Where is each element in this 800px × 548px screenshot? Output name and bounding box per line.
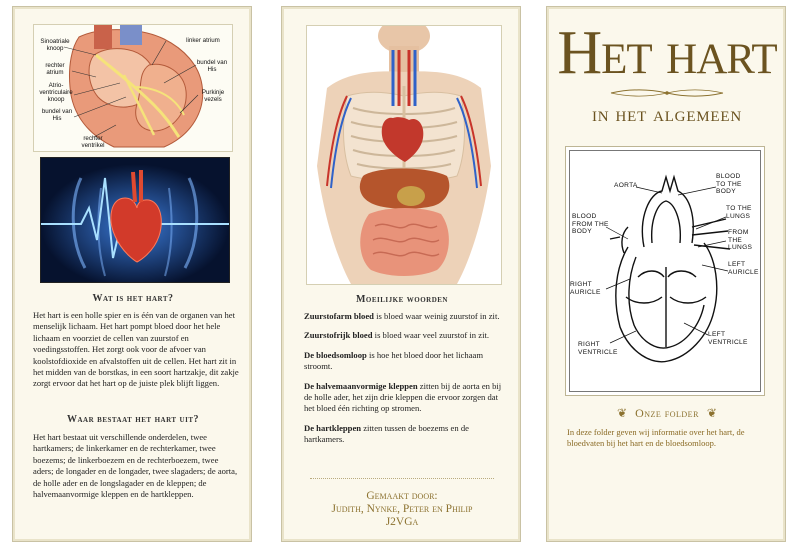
panel-middle — [281, 6, 521, 542]
credits-divider — [310, 478, 494, 479]
heart-sketch-diagram — [565, 146, 765, 396]
label-purkinje-vezels: Purkinje vezels — [201, 89, 225, 103]
label-right-auricle: RIGHT AURICLE — [570, 281, 601, 296]
panel-cover — [546, 6, 786, 542]
label-bundel-van-his-right: bundel van His — [196, 59, 228, 73]
credits-class: J2VGa — [385, 516, 419, 528]
glossary-term: De halvemaanvormige kleppen — [304, 380, 418, 391]
heart-pulse-image — [40, 157, 230, 283]
folder-text: In deze folder geven wij informatie over het hart, de bloedvaten bij het hart en de bloedsomloop. — [567, 427, 745, 449]
section-title-wat-is-het-hart: Wat is het hart? — [92, 293, 174, 304]
section-text-wat-is-het-hart: Het hart is een holle spier en is één van de organen van het menselijk lichaam. Het hart pompt bloed door het hele lichaam en voorziet de cellen van zuurstof en voedingsstoffen. Het zorgt ook voor de afvoer van koolstofdioxide en afvalstoffen uit de cellen. Het hart zit in het midden van de borstkas, in een soort hartzakje, dit zakje zorgt ervoor dat het hart op de juiste plek blijft liggen. — [33, 310, 239, 389]
glossary-list — [304, 311, 510, 446]
label-bundel-van-his-left: bundel van His — [41, 108, 73, 122]
glossary-definition: is bloed waar veel zuurstof in zit. — [372, 330, 489, 341]
ornament-divider-icon — [609, 87, 725, 99]
glossary-term: Zuurstofarm bloed — [304, 311, 374, 321]
fleuron-left-icon: ❦ — [617, 406, 628, 420]
glossary-definition: is bloed waar weinig zuurstof in zit. — [373, 311, 500, 321]
folder-title: Onze folder — [635, 406, 699, 420]
label-left-auricle: LEFT AURICLE — [728, 261, 759, 276]
folder-heading — [547, 404, 787, 422]
label-to-the-lungs: TO THE LUNGS — [726, 205, 752, 220]
glossary-item — [304, 381, 510, 415]
credits-names: Judith, Nynke, Peter en Philip — [331, 503, 473, 515]
heart-pulse-illustration — [41, 158, 229, 282]
label-right-ventricle: RIGHT VENTRICLE — [578, 341, 618, 356]
label-rechter-atrium: rechter atrium — [45, 62, 65, 76]
label-linker-atrium: linker atrium — [186, 37, 220, 44]
label-sinoatriale-knoop: Sinoatriale knoop — [40, 38, 70, 52]
label-left-ventricle: LEFT VENTRICLE — [708, 331, 748, 346]
credits-label: Gemaakt door: — [366, 490, 438, 502]
panel-left — [12, 6, 252, 542]
cover-title: Het hart — [557, 19, 777, 87]
cover-subtitle: in het algemeen — [592, 102, 742, 126]
glossary-term: Zuurstofrijk bloed — [304, 330, 373, 341]
anatomy-image — [306, 25, 502, 285]
label-atrio-ventriculaire-knoop: Atrio-ventriculaire knoop — [39, 82, 73, 103]
label-rechter-ventrikel: rechter ventrikel — [81, 135, 105, 149]
glossary-item — [304, 330, 510, 341]
section-title-waar-bestaat-het-hart-uit: Waar bestaat het hart uit? — [66, 414, 199, 425]
glossary-definition: zitten bij de aorta en bij de holle ader, het zijn drie kleppen die ervoor zorgen dat het bloed één richting op stromen. — [304, 380, 502, 414]
credits-block — [282, 490, 522, 529]
glossary-term: De hartkleppen — [304, 422, 362, 433]
heart-conduction-diagram — [33, 24, 233, 152]
label-aorta: AORTA — [614, 182, 638, 189]
label-from-the-lungs: FROM THE LUNGS — [728, 229, 753, 251]
torso-anatomy-illustration — [307, 26, 501, 284]
glossary-item — [304, 350, 510, 373]
glossary-definition: zitten tussen de boezems en de hartkamers. — [304, 422, 469, 445]
label-blood-to-the-body: BLOOD TO THE BODY — [716, 173, 742, 195]
glossary-title: Moeilijke woorden — [355, 294, 448, 305]
label-blood-from-the-body: BLOOD FROM THE BODY — [572, 213, 609, 235]
glossary-definition: is hoe het bloed door het lichaam stroomt. — [304, 349, 484, 372]
glossary-item — [304, 311, 510, 322]
fleuron-right-icon: ❦ — [706, 406, 717, 420]
glossary-item — [304, 423, 510, 446]
section-text-waar-bestaat-het-hart-uit: Het hart bestaat uit verschillende onderdelen, twee hartkamers; de linkerkamer en de rechterkamer, twee boezems; de linkerboezem en de rechterboezem, twee aders; de longader en de longader, twee slagaders; de aorta, de holle ader en de longslagader en de kleppen; de halvemaanvormige kleppen en de hartkleppen. — [33, 432, 238, 500]
glossary-term: De bloedsomloop — [304, 349, 367, 360]
